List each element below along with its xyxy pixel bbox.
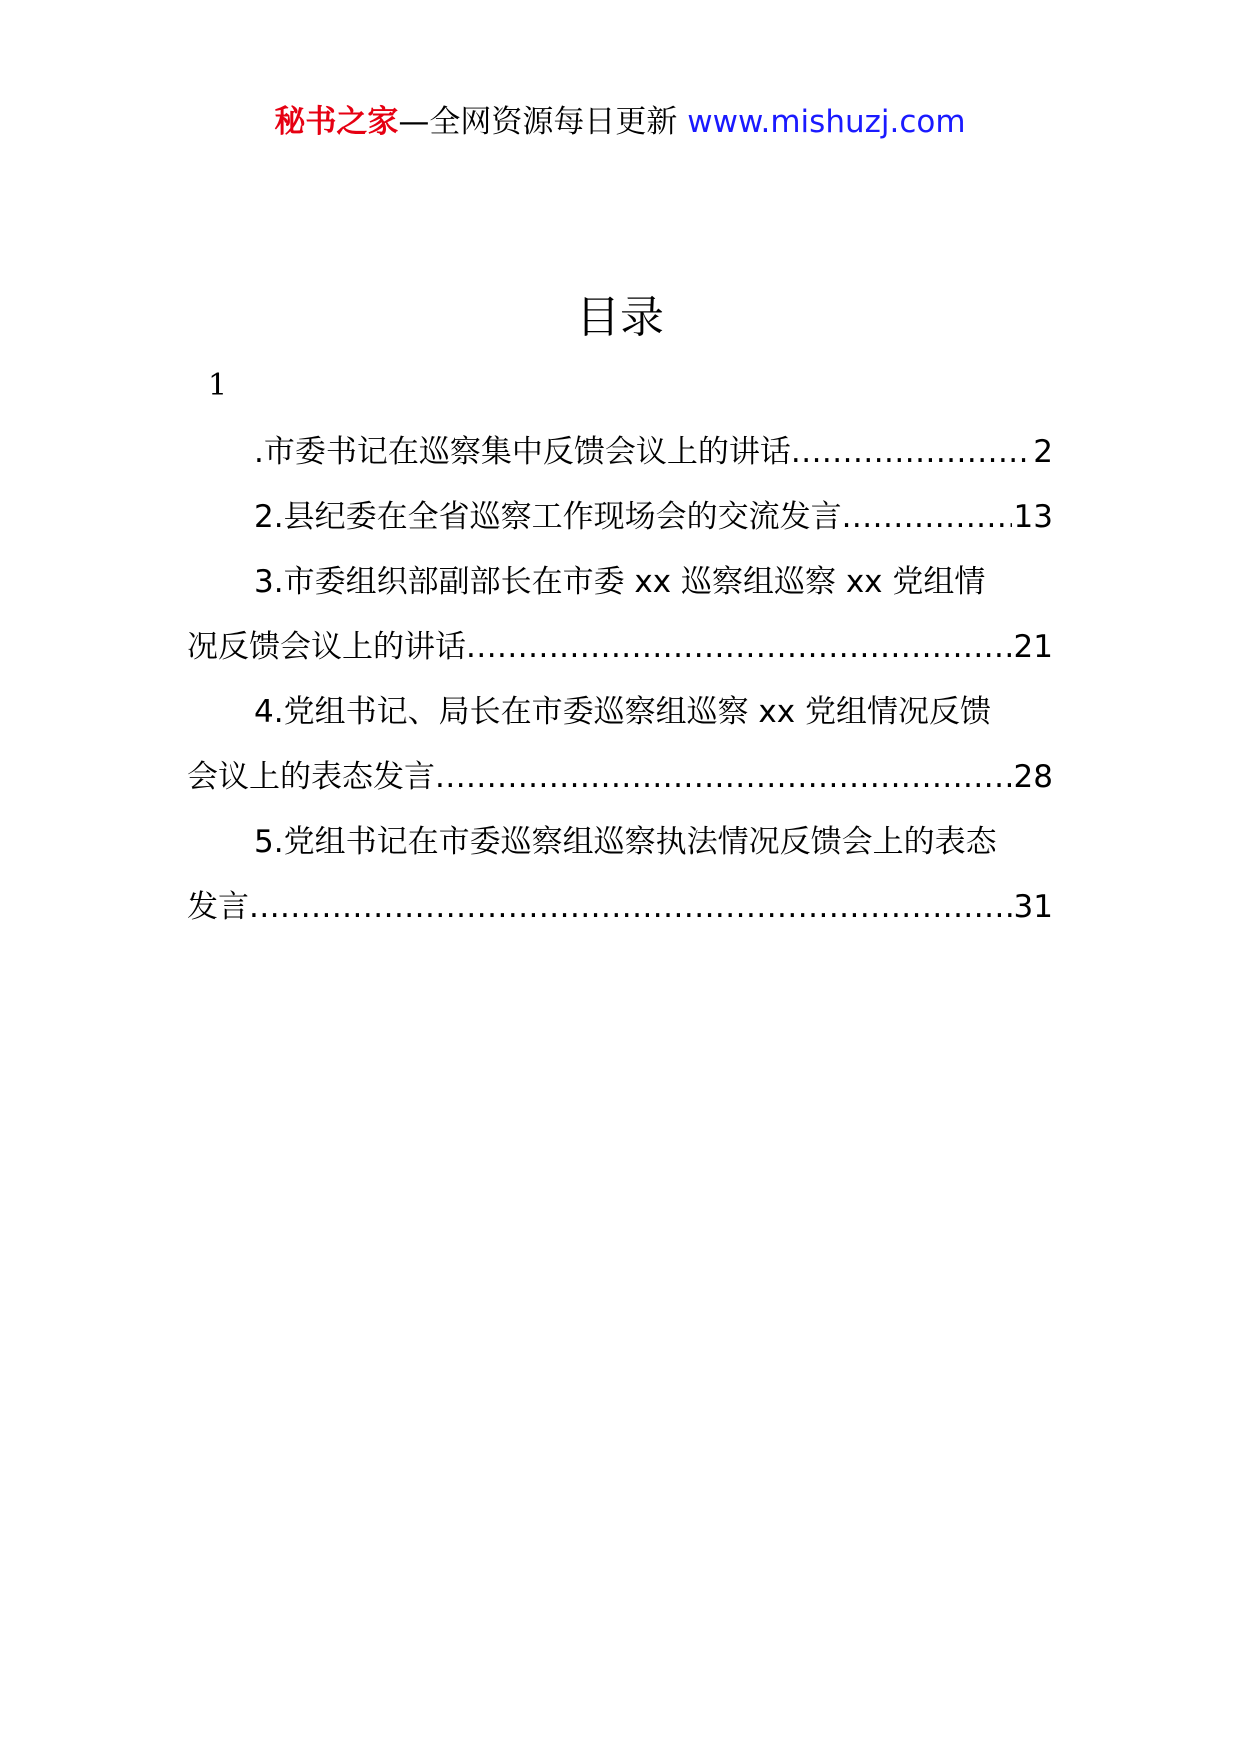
brand-name: 秘书之家 (274, 104, 399, 140)
toc-leader-dots (791, 420, 1031, 485)
toc-entry-title: 4.党组书记、局长在市委巡察组巡察 xx 党组情况反馈 (254, 694, 991, 730)
toc-entry-2[interactable] (187, 485, 1053, 550)
toc-entry-5-line-2[interactable] (187, 875, 1053, 940)
toc-entry-4-line-2[interactable] (187, 745, 1053, 810)
toc-leader-dots (842, 485, 1012, 550)
toc-entry-title: 5.党组书记在市委巡察组巡察执法情况反馈会上的表态 (254, 824, 997, 860)
header-tagline: —全网资源每日更新 (398, 104, 678, 140)
toc-page-number: 28 (1013, 759, 1053, 795)
toc-entry-title: 3.市委组织部副部长在市委 xx 巡察组巡察 xx 党组情 (254, 564, 986, 600)
toc-page-number: 2 (1033, 434, 1053, 470)
toc-entry-title-continued: 况反馈会议上的讲话 (187, 629, 466, 665)
toc-entry-title: 2.县纪委在全省巡察工作现场会的交流发言 (254, 499, 842, 535)
site-header (0, 100, 1240, 144)
page-title: 目录 (576, 292, 664, 343)
toc-entry-title-continued: 会议上的表态发言 (187, 759, 435, 795)
toc-entry-title: .市委书记在巡察集中反馈会议上的讲话 (254, 434, 791, 470)
toc-entry-1[interactable] (187, 420, 1053, 485)
toc-entry-title-continued: 发言 (187, 889, 249, 925)
toc-page-number: 13 (1013, 499, 1053, 535)
toc-page-number: 21 (1013, 629, 1053, 665)
toc-page-number: 31 (1013, 889, 1053, 925)
toc-entry-3-line-1[interactable] (187, 550, 1053, 615)
toc-leader-dots (435, 745, 1012, 810)
site-url-link[interactable]: www.mishuzj.com (687, 104, 966, 140)
toc-entry-5-line-1[interactable] (187, 810, 1053, 875)
table-of-contents (187, 420, 1053, 940)
stray-number: 1 (208, 368, 228, 403)
toc-leader-dots (249, 875, 1012, 940)
toc-entry-4-line-1[interactable] (187, 680, 1053, 745)
toc-leader-dots (466, 615, 1012, 680)
toc-entry-3-line-2[interactable] (187, 615, 1053, 680)
